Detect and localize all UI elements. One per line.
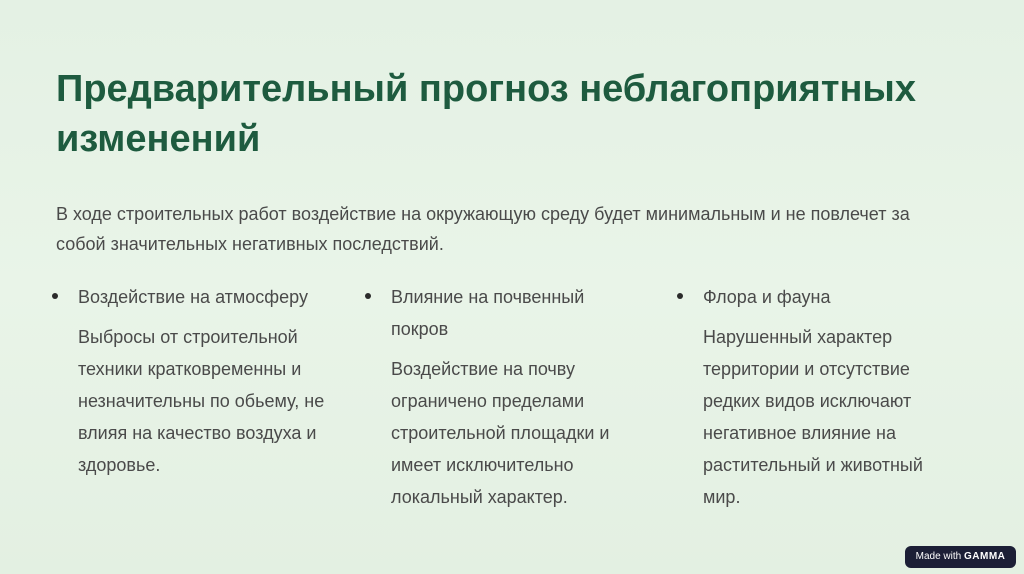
- slide-title: Предварительный прогноз неблагоприятных изменений: [56, 68, 916, 160]
- column-heading: Флора и фауна: [703, 287, 831, 307]
- bullet-icon: [677, 293, 683, 299]
- column-text: Воздействие на почву ограничено пределами строительной площадки и имеет исключительно локальный характер.: [391, 359, 610, 507]
- column-text: Нарушенный характер территории и отсутствие редких видов исключают негативное влияние на растительный и животный мир.: [703, 327, 923, 507]
- column-soil: [365, 281, 635, 513]
- column-header: [677, 281, 947, 313]
- bullet-icon: [365, 293, 371, 299]
- made-with-gamma-badge[interactable]: [905, 546, 1016, 568]
- column-text: Выбросы от строительной техники кратковременны и незначительны по обьему, не влияя на качество воздуха и здоровье.: [78, 327, 325, 475]
- column-heading: Влияние на почвенный покров: [391, 287, 585, 339]
- gamma-logo-text: GAMMA: [963, 551, 1006, 562]
- badge-prefix: Made with: [915, 551, 962, 562]
- bullet-icon: [52, 293, 58, 299]
- column-header: [365, 281, 635, 345]
- column-header: [52, 281, 322, 313]
- column-flora-fauna: [677, 281, 947, 513]
- intro-paragraph: В ходе строительных работ воздействие на окружающую среду будет минимальным и не повлечет за собой значительных негативных последствий.: [56, 204, 910, 254]
- column-atmosphere: [52, 281, 325, 481]
- column-heading: Воздействие на атмосферу: [78, 287, 308, 307]
